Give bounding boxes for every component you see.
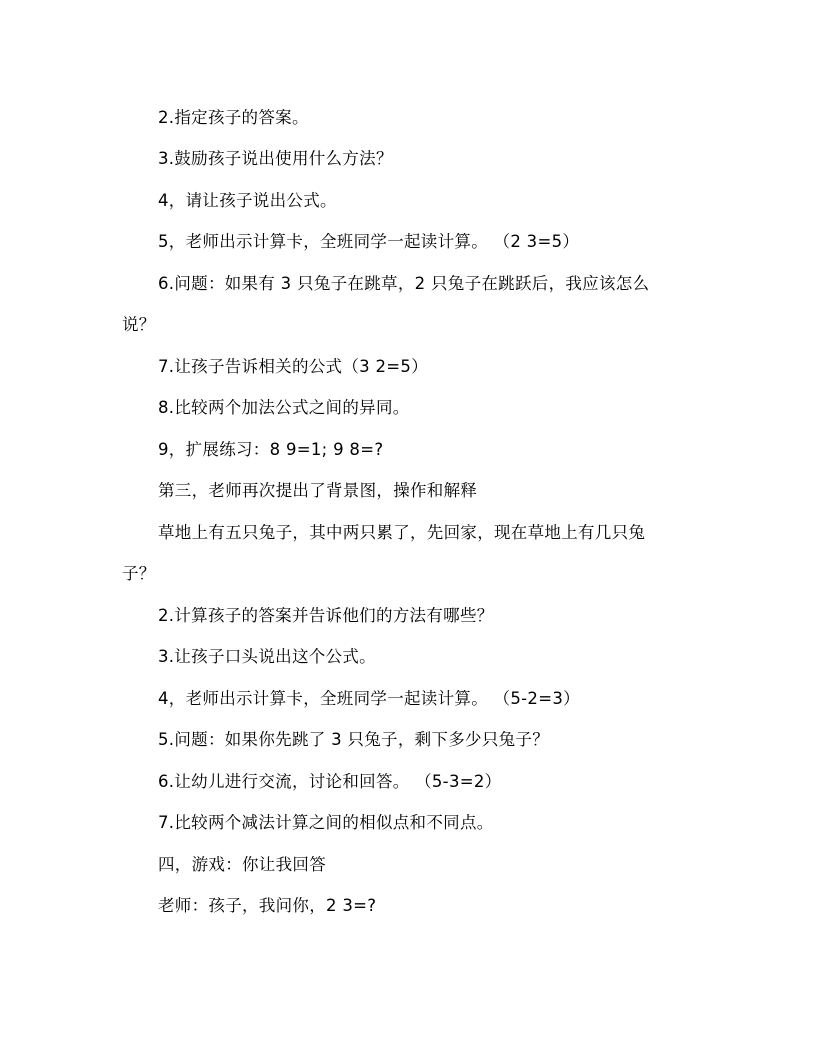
paragraph-line: 6.让幼儿进行交流，讨论和回答。 （5-3=2） <box>158 772 502 791</box>
paragraph-line: 4，请让孩子说出公式。 <box>158 191 337 210</box>
paragraph-line: 老师：孩子，我问你，2 3=? <box>158 896 377 915</box>
paragraph-line: 9，扩展练习：8 9=1; 9 8=? <box>158 440 384 459</box>
paragraph-line: 说？ <box>122 315 156 334</box>
paragraph-line: 2.指定孩子的答案。 <box>158 108 309 127</box>
paragraph-line: 2.计算孩子的答案并告诉他们的方法有哪些？ <box>158 606 494 625</box>
paragraph-line: 5.问题：如果你先跳了 3 只兔子，剩下多少只兔子？ <box>158 730 550 749</box>
section-heading: 第三，老师再次提出了背景图，操作和解释 <box>158 481 478 500</box>
paragraph-line: 子？ <box>122 564 156 583</box>
paragraph-line: 6.问题：如果有 3 只兔子在跳草，2 只兔子在跳跃后，我应该怎么 <box>158 274 650 293</box>
paragraph-line: 4，老师出示计算卡，全班同学一起读计算。 （5-2=3） <box>158 689 580 708</box>
paragraph-line: 7.比较两个减法计算之间的相似点和不同点。 <box>158 813 494 832</box>
section-heading: 四，游戏：你让我回答 <box>158 855 326 874</box>
paragraph-line: 3.鼓励孩子说出使用什么方法？ <box>158 149 393 168</box>
paragraph-line: 7.让孩子告诉相关的公式（3 2=5） <box>158 357 429 376</box>
paragraph-line: 5，老师出示计算卡，全班同学一起读计算。 （2 3=5） <box>158 232 580 251</box>
paragraph-line: 8.比较两个加法公式之间的异同。 <box>158 398 410 417</box>
paragraph-line: 草地上有五只兔子，其中两只累了，先回家，现在草地上有几只兔 <box>158 523 646 542</box>
paragraph-line: 3.让孩子口头说出这个公式。 <box>158 647 376 666</box>
